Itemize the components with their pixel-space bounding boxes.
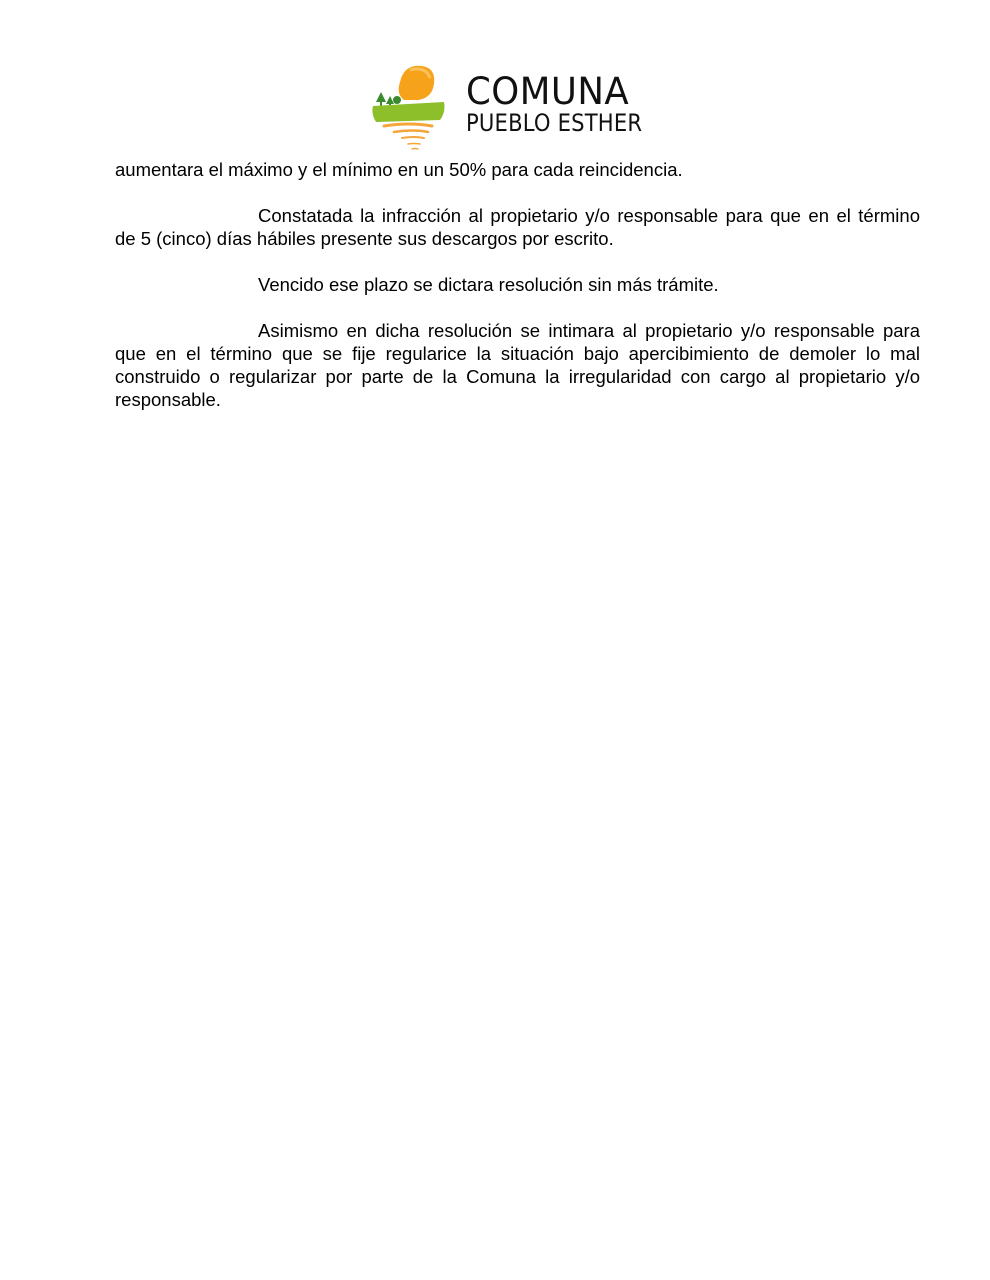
logo-text: [466, 70, 666, 137]
paragraph-2: Constatada la infracción al propietario y/o responsable para que en el término de 5 (cinco) días hábiles presente sus descargos por escrito.: [115, 205, 920, 249]
paragraph-1: aumentara el máximo y el mínimo en un 50% para cada reincidencia.: [115, 159, 683, 180]
paragraph-3: Vencido ese plazo se dictara resolución sin más trámite.: [258, 274, 719, 295]
paragraph-4: Asimismo en dicha resolución se intimara al propietario y/o responsable para que en el término que se fije regularice la situación bajo apercibimiento de demoler lo mal construido o regularizar por parte de la Comuna la irregularidad con cargo al propietario y/o responsable.: [115, 320, 920, 410]
logo-title: COMUNA: [466, 70, 630, 113]
document-body: [115, 158, 920, 434]
comuna-logo: [370, 62, 670, 154]
logo-subtitle: PUEBLO ESTHER: [466, 109, 643, 137]
comuna-emblem-icon: [370, 62, 454, 154]
